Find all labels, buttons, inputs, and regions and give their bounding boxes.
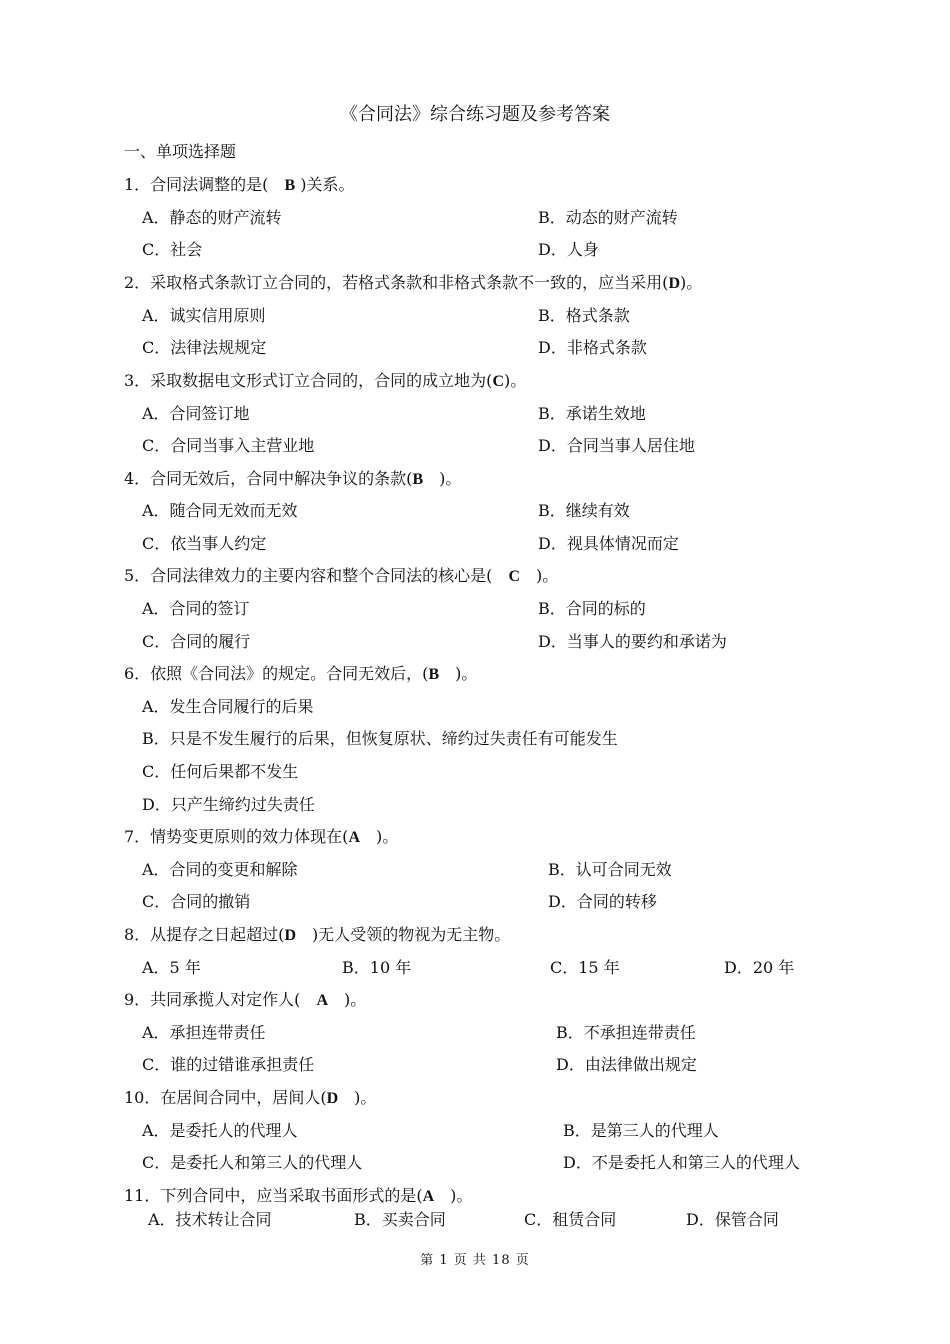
answer-5: C [508,568,520,585]
option-10b: B．是第三人的代理人 [563,1121,719,1140]
option-9a: A．承担连带责任 [142,1023,266,1042]
option-3a: A．合同签订地 [142,404,250,423]
answer-4: B [412,471,424,488]
option-8a: A．5 年 [142,958,201,977]
option-3c: C．合同当事入主营业地 [142,436,315,455]
answer-3: C [492,373,504,390]
option-3d: D．合同当事人居住地 [538,436,695,455]
option-2a: A．诚实信用原则 [142,306,266,325]
question-5: 5．合同法律效力的主要内容和整个合同法的核心是( C )。 [124,566,559,585]
option-7a: A．合同的变更和解除 [142,860,298,879]
option-11d: D．保管合同 [686,1210,779,1229]
option-11a: A．技术转让合同 [148,1210,272,1229]
option-11b: B．买卖合同 [354,1210,446,1229]
option-9d: D．由法律做出规定 [556,1055,697,1074]
question-9: 9．共同承揽人对定作人( A )。 [124,990,367,1009]
option-10a: A．是委托人的代理人 [142,1121,298,1140]
option-8d: D．20 年 [724,958,795,977]
question-7: 7．情势变更原则的效力体现在(A )。 [124,827,399,846]
answer-7: A [348,829,360,846]
option-2c: C．法律法规规定 [142,338,267,357]
page-footer: 第 1 页 共 18 页 [420,1253,530,1268]
question-3: 3．采取数据电文形式订立合同的，合同的成立地为(C)。 [124,371,527,390]
section-heading: 一、单项选择题 [124,142,237,161]
option-5c: C．合同的履行 [142,632,251,651]
question-2: 2．采取格式条款订立合同的，若格式条款和非格式条款不一致的，应当采用(D)。 [124,273,703,292]
option-7b: B．认可合同无效 [548,860,672,879]
option-3b: B．承诺生效地 [538,404,646,423]
option-1b: B．动态的财产流转 [538,208,678,227]
option-6a: A．发生合同履行的后果 [142,697,314,716]
option-4b: B．继续有效 [538,501,630,520]
option-9b: B．不承担连带责任 [556,1023,696,1042]
option-1d: D．人身 [538,240,599,259]
answer-2: D [668,275,680,292]
answer-8: D [284,927,296,944]
option-7c: C．合同的撤销 [142,892,251,911]
option-5a: A．合同的签订 [142,599,250,618]
option-4c: C．依当事人约定 [142,534,267,553]
question-6: 6．依照《合同法》的规定。合同无效后，(B )。 [124,664,478,683]
option-8c: C．15 年 [550,958,620,977]
question-1: 1．合同法调整的是( B )关系。 [124,175,355,194]
option-6d: D．只产生缔约过失责任 [142,795,315,814]
option-1a: A．静态的财产流转 [142,208,282,227]
option-1c: C．社会 [142,240,203,259]
answer-10: D [326,1090,339,1107]
option-4a: A．随合同无效而无效 [142,501,298,520]
option-4d: D．视具体情况而定 [538,534,679,553]
question-11: 11．下列合同中，应当采取书面形式的是(A )。 [124,1186,473,1205]
option-5d: D．当事人的要约和承诺为 [538,632,727,651]
option-5b: B．合同的标的 [538,599,646,618]
option-9c: C．谁的过错谁承担责任 [142,1055,315,1074]
option-2d: D．非格式条款 [538,338,647,357]
answer-1: B [284,177,296,194]
option-10d: D．不是委托人和第三人的代理人 [563,1153,800,1172]
question-4: 4．合同无效后，合同中解决争议的条款(B )。 [124,469,462,488]
answer-11: A [422,1188,435,1205]
option-6b: B．只是不发生履行的后果，但恢复原状、缔约过失责任有可能发生 [142,729,618,748]
option-10c: C．是委托人和第三人的代理人 [142,1153,363,1172]
option-6c: C．任何后果都不发生 [142,762,299,781]
option-8b: B．10 年 [342,958,412,977]
option-11c: C．租赁合同 [524,1210,617,1229]
question-10: 10．在居间合同中，居间人(D )。 [124,1088,377,1107]
option-7d: D．合同的转移 [548,892,657,911]
option-2b: B．格式条款 [538,306,630,325]
document-title: 《合同法》综合练习题及参考答案 [340,104,610,125]
answer-6: B [428,666,440,683]
question-8: 8．从提存之日起超过(D )无人受领的物视为无主物。 [124,925,511,944]
answer-9: A [316,992,328,1009]
